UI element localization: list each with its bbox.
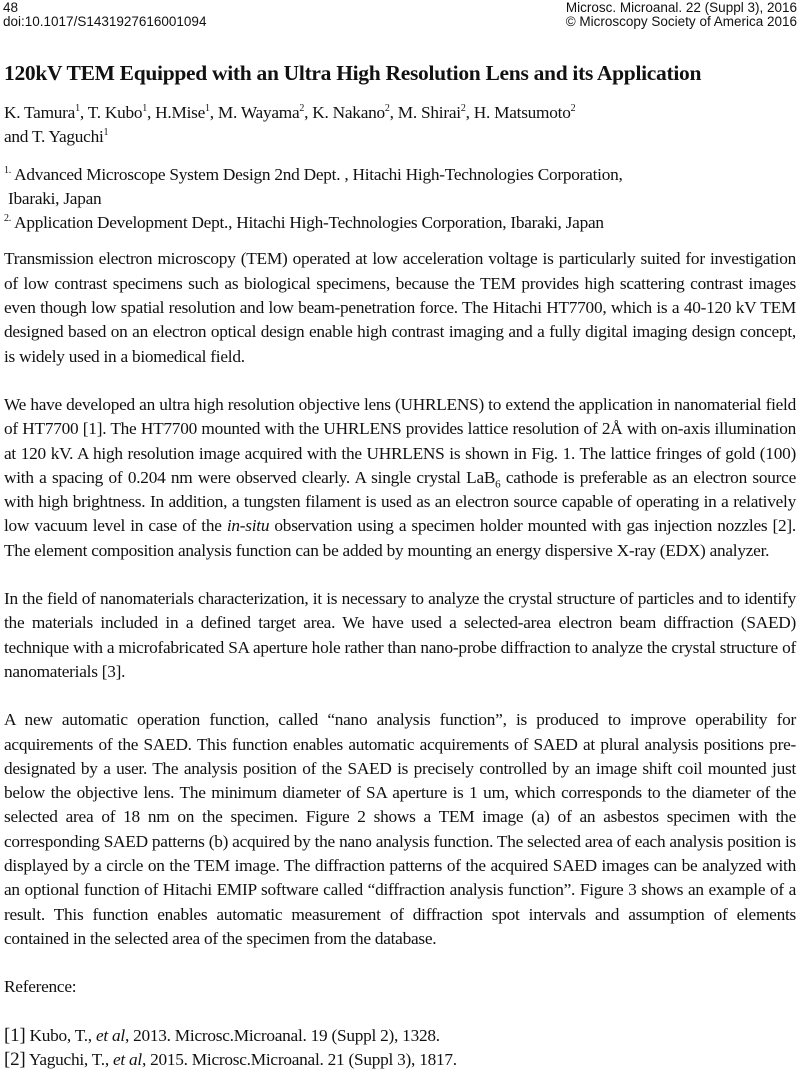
journal-issue: Microsc. Microanal. 22 (Suppl 3), 2016 — [566, 0, 797, 16]
reference-list — [4, 1024, 796, 1072]
paragraph-intro: Transmission electron microscopy (TEM) operated at low acceleration voltage is particularly suited for investigation of low contrast specimens such as biological specimens, because the TEM provides high scattering contrast images even though low spatial resolution and low beam-penetration force. The Hitachi HT7700, which is a 40-120 kV TEM designed based on an electron optical design enable high contrast imaging and a fully digital imaging design concept, is widely used in a biomedical field. — [4, 247, 796, 368]
paragraph-nano-analysis: A new automatic operation function, called “nano analysis function”, is produced to improve operability for acquirements of the SAED. This function enables automatic acquirements of SAED at plural analysis positions pre-designated by a user. The analysis position of the SAED is precisely controlled by an image shift coil mounted just below the objective lens. The minimum diameter of SA aperture is 1 um, which corresponds to the diameter of the selected area of 18 nm on the specimen. Figure 2 shows a TEM image (a) of an asbestos specimen with the corresponding SAED patterns (b) acquired by the nano analysis function. The selected area of each analysis position is displayed by a circle on the TEM image. The diffraction patterns of the acquired SAED images can be analyzed with an optional function of Hitachi EMIP software called “diffraction analysis function”. Figure 3 shows an example of a result. This function enables automatic measurement of diffraction spot intervals and assumption of elements contained in the selected area of the specimen from the database. — [4, 708, 796, 951]
author: and T. Yaguchi$^1$ — [4, 127, 108, 146]
paragraph-saed: In the field of nanomaterials characterization, it is necessary to analyze the crystal structure of particles and to identify the materials included in a defined target area. We have used a selected-area electron beam diffraction (SAED) technique with a microfabricated SA aperture hole rather than nano-probe diffraction to analyze the crystal structure of nanomaterials [3]. — [4, 587, 796, 684]
paragraph-uhrlens: We have developed an ultra high resolution objective lens (UHRLENS) to extend the application in nanomaterial field of HT7700 [1]. The HT7700 mounted with the UHRLENS provides lattice resolution of 2Å with on-axis illumination at 120 kV. A high resolution image acquired with the UHRLENS is shown in Fig. 1. The lattice fringes of gold (100) with a spacing of 0.204 nm were observed clearly. A single crystal LaB$_6$ cathode is preferable as an electron source with high brightness. In addition, a tungsten filament is used as an electron source capable of operating in a relatively low vacuum level in case of the in-situ observation using a specimen holder mounted with gas injection nozzles [2]. The element composition analysis function can be added by mounting an energy dispersive X-ray (EDX) analyzer. — [4, 393, 796, 563]
author: M. Shirai$^2$, — [398, 103, 474, 122]
copyright-notice: © Microscopy Society of America 2016 — [566, 14, 797, 30]
affiliation-1-cont: Ibaraki, Japan — [4, 187, 796, 211]
paper-title: 120kV TEM Equipped with an Ultra High Resolution Lens and its Application — [4, 58, 796, 88]
author-list — [4, 101, 796, 150]
reference-item-2: [2] Yaguchi, T., et al, 2015. Microsc.Microanal. 21 (Suppl 3), 1817. — [4, 1048, 796, 1072]
author: H. Matsumoto$^2$ — [474, 103, 576, 122]
paper-body — [4, 58, 796, 1072]
affiliation-list — [4, 163, 796, 236]
author: K. Nakano$^2$, — [312, 103, 398, 122]
references-heading: Reference: — [4, 975, 796, 999]
author: K. Tamura$^1$, — [4, 103, 88, 122]
affiliation-1: $^{1.}$ Advanced Microscope System Design 2nd Dept. , Hitachi High-Technologies Corporation, — [4, 163, 796, 187]
affiliation-2: $^{2.}$ Application Development Dept., Hitachi High-Technologies Corporation, Ibaraki, Japan — [4, 211, 796, 235]
author: H.Mise$^1$, — [155, 103, 218, 122]
author: M. Wayama$^2$, — [218, 103, 312, 122]
doi-link[interactable]: doi:10.1017/S1431927616001094 — [3, 14, 206, 30]
page-number: 48 — [3, 0, 18, 16]
reference-item-1: [1] Kubo, T., et al, 2013. Microsc.Microanal. 19 (Suppl 2), 1328. — [4, 1024, 796, 1048]
running-header-bottom — [3, 14, 797, 30]
author: T. Kubo$^1$, — [88, 103, 155, 122]
